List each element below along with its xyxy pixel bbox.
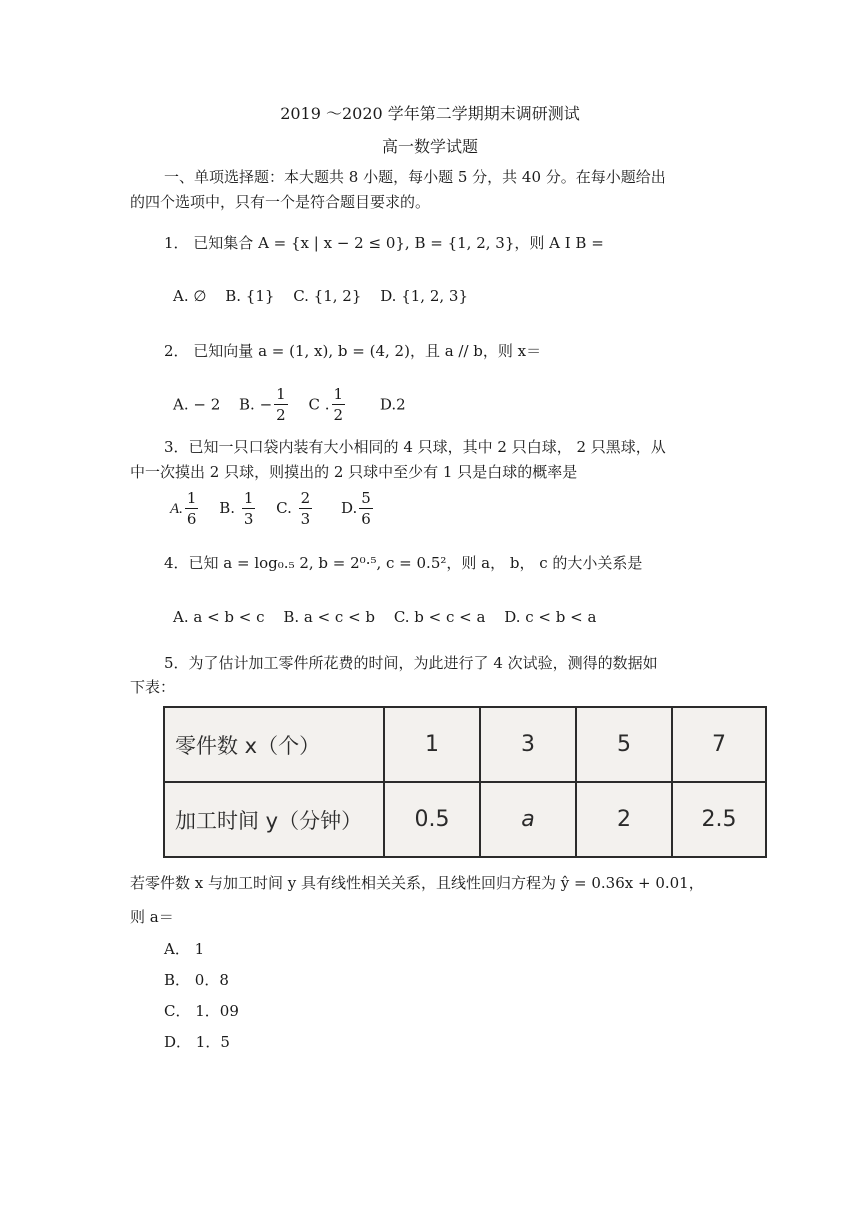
section-instruction-line2: 的四个选项中，只有一个是符合题目要求的。 — [130, 193, 431, 211]
question-5-line2: 下表： — [130, 678, 176, 696]
table-cell: 1 — [384, 707, 480, 782]
q5-option-c: C． 1．09 — [164, 1002, 239, 1020]
q2-option-c-label: C . — [308, 395, 330, 414]
q3-option-c: C. $\frac{2}{3}$ — [276, 489, 311, 529]
table-row — [164, 707, 766, 782]
q2-option-b-fraction: $\frac{1}{2}$ — [276, 385, 286, 425]
q2-option-d: D.2 — [379, 395, 406, 414]
question-1-options — [173, 289, 468, 304]
table-cell: 2 — [576, 782, 672, 857]
question-3-line2: 中一次摸出 2 只球，则摸出的 2 只球中至少有 1 只是白球的概率是 — [130, 463, 578, 481]
q5-option-b: B． 0．8 — [164, 971, 229, 989]
q3-option-d: D. $\frac{5}{6}$ — [340, 489, 371, 529]
question-5-after-line2: 则 a＝ — [130, 908, 174, 926]
q1-option-c: C. {1, 2} — [293, 287, 362, 305]
table-cell: a — [480, 782, 576, 857]
q5-option-a: A． 1 — [164, 940, 205, 958]
question-4-options — [173, 610, 596, 625]
table-row-label-parts: 零件数 x（个） — [164, 707, 384, 782]
question-4-stem: 4．已知 a = log₀.₅ 2, b = 2⁰·⁵, c = 0.5²，则 a， b， c 的大小关系是 — [164, 554, 643, 572]
question-1-stem: 1． 已知集合 A = {x | x − 2 ≤ 0}, B = {1, 2, 3}，则 A I B = — [164, 234, 604, 252]
q3-option-b: B. $\frac{1}{3}$ — [219, 489, 254, 529]
table-cell: 3 — [480, 707, 576, 782]
table-cell: 2.5 — [672, 782, 766, 857]
q5-option-d: D． 1．5 — [164, 1033, 230, 1051]
q1-option-b: B. {1} — [225, 287, 275, 305]
q3-option-a: A. $\frac{1}{6}$ — [170, 489, 197, 529]
q2-option-b-label: B. − — [239, 395, 273, 414]
section-instruction-line1: 一、单项选择题：本大题共 8 小题，每小题 5 分，共 40 分。在每小题给出 — [164, 168, 666, 186]
question-3-options — [170, 490, 375, 529]
question-5-after-line1: 若零件数 x 与加工时间 y 具有线性相关关系，且线性回归方程为 ŷ = 0.36x + 0.01， — [130, 874, 704, 892]
table-cell: 7 — [672, 707, 766, 782]
table-row — [164, 782, 766, 857]
question-5-line1: 5．为了估计加工零件所花费的时间，为此进行了 4 次试验，测得的数据如 — [164, 654, 658, 672]
exam-title: 2019 ～2020 学年第二学期期末调研测试 — [280, 104, 580, 123]
question-2-options — [173, 386, 406, 425]
q2-option-a: A. − 2 — [173, 395, 221, 414]
q4-option-c: C. b < c < a — [393, 608, 486, 626]
table-cell: 0.5 — [384, 782, 480, 857]
q2-option-c-fraction: $\frac{1}{2}$ — [333, 385, 344, 425]
q1-option-d: D. {1, 2, 3} — [380, 287, 469, 305]
data-table — [163, 706, 767, 858]
question-3-line1: 3．已知一只口袋内装有大小相同的 4 只球，其中 2 只白球， 2 只黑球，从 — [164, 438, 666, 456]
q1-option-a: A. ∅ — [173, 287, 207, 305]
q4-option-a: A. a < b < c — [173, 608, 265, 626]
question-2-stem: 2． 已知向量 a = (1, x), b = (4, 2)，且 a // b，则 x＝ — [164, 342, 542, 360]
q4-option-d: D. c < b < a — [504, 608, 597, 626]
exam-subtitle: 高一数学试题 — [381, 137, 478, 156]
table-row-label-time: 加工时间 y（分钟） — [164, 782, 384, 857]
table-cell: 5 — [576, 707, 672, 782]
q4-option-b: B. a < c < b — [283, 608, 376, 626]
